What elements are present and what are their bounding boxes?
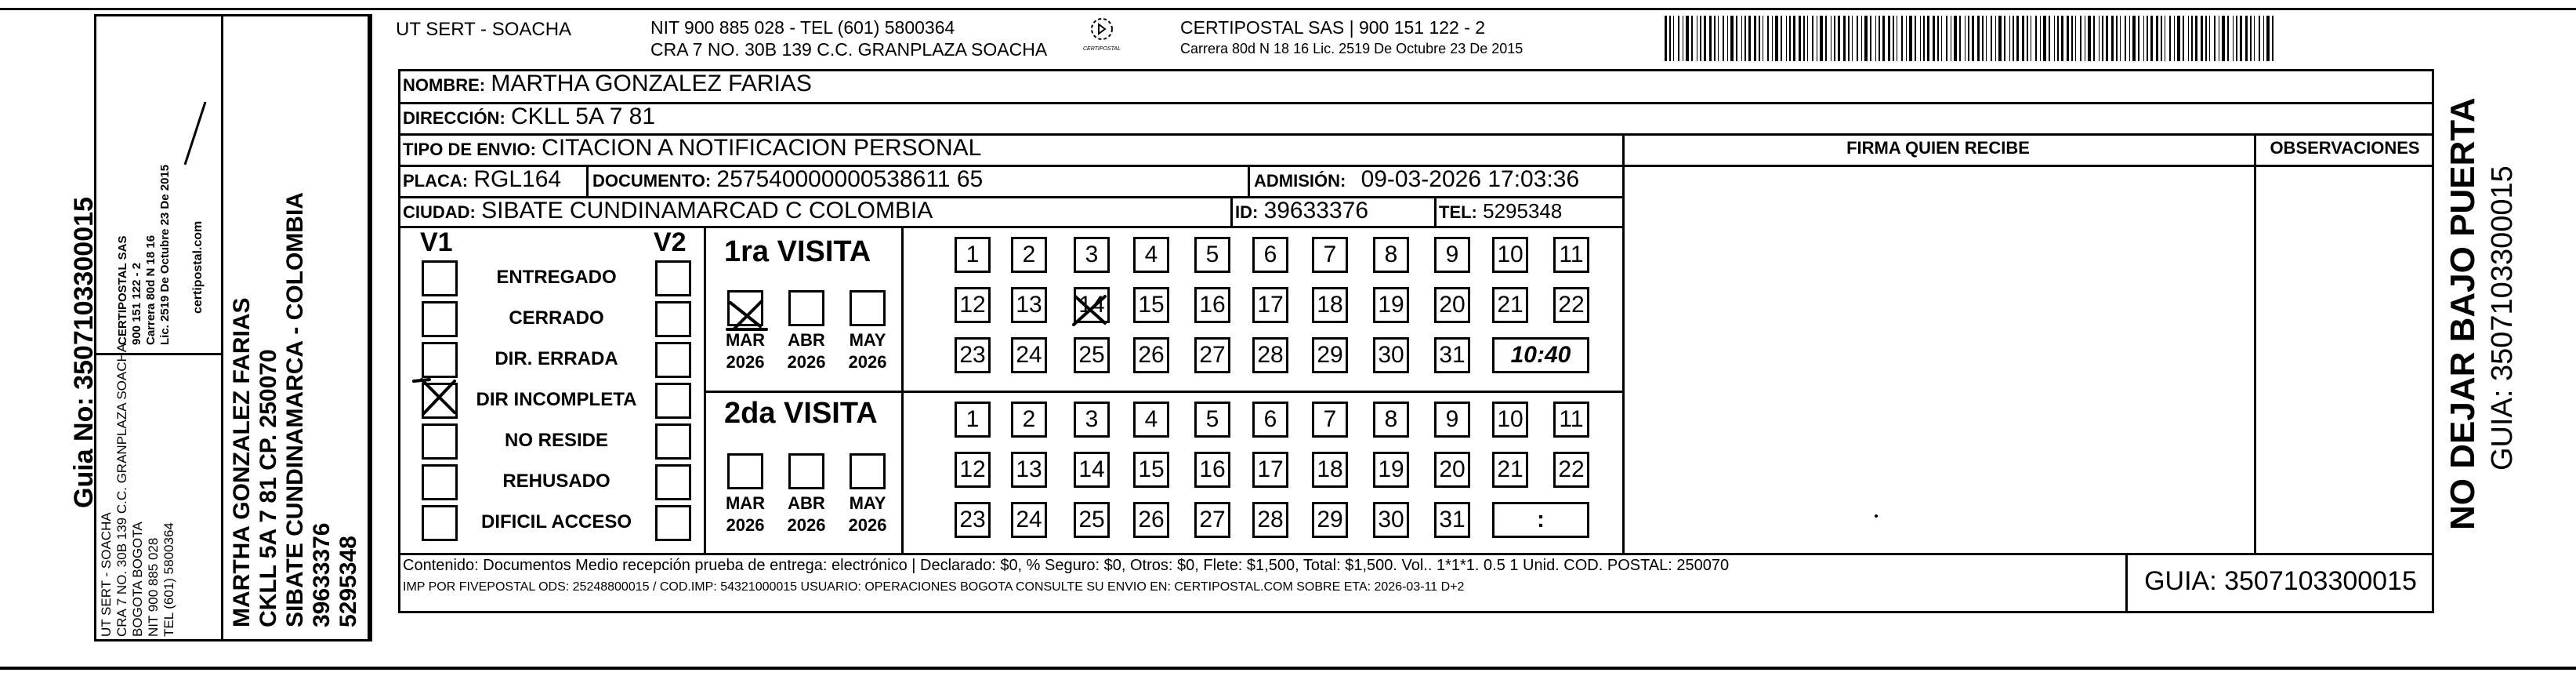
stub-sender-line: TEL (601) 5800364	[161, 522, 176, 637]
day-box: 16	[1194, 452, 1230, 488]
day-box: 8	[1373, 237, 1409, 273]
nombre-label: NOMBRE:	[403, 75, 486, 95]
v1-check-mark	[414, 380, 455, 414]
day-box: 20	[1434, 287, 1470, 323]
day-box: 17	[1252, 452, 1288, 488]
header-sender: UT SERT - SOACHA	[396, 19, 572, 40]
day-box: 2	[1011, 402, 1047, 438]
footer-content: Contenido: Documentos Medio recepción prueba de entrega: electrónico | Declarado: $0, % Seguro: $0, Otros: $0, Flete: $1,500, Total: $1,500. Vol.. 1*1*1. 0.5 1 Unid. COD. POSTAL: 250070	[403, 557, 1730, 574]
day-box: 23	[955, 337, 991, 373]
direccion-value: CKLL 5A 7 81	[511, 104, 656, 129]
stub-courier-line: Lic. 2519 De Octubre 23 De 2015	[158, 164, 172, 345]
day-box: 22	[1553, 452, 1589, 488]
day-box: 10	[1492, 402, 1528, 438]
stub-courier-line: Carrera 80d N 18 16	[144, 234, 158, 345]
stub-sender-line: CRA 7 NO. 30B 139 C.C. GRANPLAZA SOACHA	[114, 343, 129, 637]
day-box: 11	[1553, 237, 1589, 273]
second-visit-title: 2da VISITA	[724, 397, 878, 430]
day-box: 10	[1492, 237, 1528, 273]
month-name: ABR	[788, 330, 825, 350]
day-box: 26	[1133, 337, 1169, 373]
day-box: 9	[1434, 402, 1470, 438]
reason-label: DIR INCOMPLETA	[476, 389, 637, 410]
month-name: MAY	[849, 330, 886, 350]
day-box: 25	[1074, 337, 1110, 373]
footer-guia: GUIA: 3507103300015	[2144, 566, 2417, 596]
stub-courier-web: certipostal.com	[191, 220, 205, 314]
day-box: 9	[1434, 237, 1470, 273]
header-nit-line: NIT 900 885 028 - TEL (601) 5800364	[650, 17, 955, 38]
direccion-label: DIRECCIÓN:	[403, 108, 505, 128]
day-box: 16	[1194, 287, 1230, 323]
month-year: 2026	[726, 352, 765, 372]
documento-value: 257540000000538611 65	[716, 166, 984, 192]
placa-label: PLACA:	[403, 171, 469, 191]
day-box: 20	[1434, 452, 1470, 488]
day-box: 5	[1194, 237, 1230, 273]
day-box: 7	[1312, 402, 1348, 438]
day-box: 6	[1252, 237, 1288, 273]
day-box: 13	[1011, 287, 1047, 323]
reason-label: DIR. ERRADA	[495, 348, 618, 369]
tipo-label: TIPO DE ENVIO:	[403, 140, 536, 159]
v1-header: V1	[420, 227, 453, 257]
day-box: 15	[1133, 452, 1169, 488]
documento-label: DOCUMENTO:	[592, 171, 712, 191]
stub-recipient-line: CKLL 5A 7 81 CP. 250070	[255, 349, 281, 627]
month-check-mark	[727, 301, 766, 329]
day-box: 12	[955, 452, 991, 488]
day-box: 15	[1133, 287, 1169, 323]
month-name: ABR	[788, 493, 825, 513]
month-name: MAY	[849, 493, 886, 513]
day-box: 30	[1373, 337, 1409, 373]
month-year: 2026	[848, 352, 887, 372]
day-box: 18	[1312, 452, 1348, 488]
footer-imp: IMP POR FIVEPOSTAL ODS: 25248800015 / COD.IMP: 54321000015 USUARIO: OPERACIONES BOGOTA CONSULTE SU ENVIO EN: CERTIPOSTAL.COM SOBRE ETA: 2026-03-11 D+2	[403, 580, 1465, 594]
tel-value: 5295348	[1483, 199, 1563, 223]
stub-recipient-line: MARTHA GONZALEZ FARIAS	[229, 297, 255, 627]
stub-sender-line: NIT 900 885 028	[146, 537, 161, 637]
day-box: 29	[1312, 502, 1348, 538]
stub-sender-line: UT SERT - SOACHA	[99, 512, 114, 637]
day-box: 12	[955, 287, 991, 323]
day-box: 14	[1074, 452, 1110, 488]
stub-recipient-line: SIBATE CUNDINAMARCA - COLOMBIA	[282, 192, 308, 627]
stub-pen-mark	[185, 102, 205, 165]
placa-value: RGL164	[473, 166, 562, 192]
month-year: 2026	[787, 352, 826, 372]
day-box: 2	[1011, 237, 1047, 273]
day-box: 23	[955, 502, 991, 538]
stub-courier-line: CERTIPOSTAL SAS	[116, 235, 129, 345]
day-box: 3	[1074, 402, 1110, 438]
stub-recipient-line: 39633376	[309, 522, 335, 627]
day-box: 7	[1312, 237, 1348, 273]
firma-header: FIRMA QUIEN RECIBE	[1846, 138, 2030, 158]
reason-label: ENTREGADO	[496, 267, 617, 288]
day-box: 14	[1074, 287, 1110, 323]
ciudad-label: CIUDAD:	[403, 202, 476, 222]
ciudad-value: SIBATE CUNDINAMARCAD C COLOMBIA	[481, 198, 933, 224]
day-box: 25	[1074, 502, 1110, 538]
day-box: 22	[1553, 287, 1589, 323]
day-box: 21	[1492, 452, 1528, 488]
day-box: 6	[1252, 402, 1288, 438]
side-guia: GUIA: 3507103300015	[2486, 165, 2519, 471]
admision-value: 09-03-2026 17:03:36	[1360, 166, 1580, 192]
day-box: 11	[1553, 402, 1589, 438]
id-label: ID:	[1235, 202, 1259, 222]
time-box: 10:40	[1492, 337, 1589, 373]
reason-label: CERRADO	[509, 307, 604, 329]
day-box: 18	[1312, 287, 1348, 323]
day-box: 24	[1011, 502, 1047, 538]
day-box: 19	[1373, 452, 1409, 488]
day-box: 28	[1252, 502, 1288, 538]
day-box: 31	[1434, 502, 1470, 538]
month-year: 2026	[787, 515, 826, 535]
tipo-value: CITACION A NOTIFICACION PERSONAL	[542, 135, 982, 161]
day-box: 17	[1252, 287, 1288, 323]
time-box: :	[1492, 502, 1589, 538]
day-box: 3	[1074, 237, 1110, 273]
courier-logo-text: CERTIPOSTAL	[1083, 46, 1121, 52]
day-strike-mark	[1074, 296, 1105, 325]
day-box: 1	[955, 237, 991, 273]
month-year: 2026	[848, 515, 887, 535]
stub-courier-line: 900 151 122 - 2	[130, 262, 143, 345]
day-box: 28	[1252, 337, 1288, 373]
reason-label: DIFICIL ACCESO	[480, 511, 632, 532]
header-courier-name: CERTIPOSTAL SAS | 900 151 122 - 2	[1180, 17, 1486, 38]
day-box: 4	[1133, 402, 1169, 438]
header-address-line: CRA 7 NO. 30B 139 C.C. GRANPLAZA SOACHA	[650, 39, 1048, 60]
stub-recipient-line: 5295348	[335, 536, 361, 627]
day-box: 30	[1373, 502, 1409, 538]
stub-sender-line: BOGOTA BOGOTA	[130, 522, 145, 637]
day-box: 27	[1194, 502, 1230, 538]
reason-label: NO RESIDE	[504, 430, 609, 451]
day-box: 24	[1011, 337, 1047, 373]
side-warning: NO DEJAR BAJO PUERTA	[2444, 97, 2482, 530]
stub-guia-label: Guia No: 3507103300015	[69, 197, 99, 508]
nombre-value: MARTHA GONZALEZ FARIAS	[491, 71, 812, 96]
day-box: 31	[1434, 337, 1470, 373]
v2-header: V2	[654, 227, 687, 257]
reason-label: REHUSADO	[502, 471, 610, 492]
day-box: 27	[1194, 337, 1230, 373]
observaciones-header: OBSERVACIONES	[2270, 138, 2420, 158]
day-box: 4	[1133, 237, 1169, 273]
month-name: MAR	[725, 493, 766, 513]
tel-label: TEL:	[1439, 202, 1477, 222]
day-box: 29	[1312, 337, 1348, 373]
day-box: 1	[955, 402, 991, 438]
first-visit-title: 1ra VISITA	[724, 235, 871, 268]
day-box: 26	[1133, 502, 1169, 538]
day-box: 5	[1194, 402, 1230, 438]
admision-label: ADMISIÓN:	[1254, 171, 1346, 191]
day-box: 19	[1373, 287, 1409, 323]
day-box: 8	[1373, 402, 1409, 438]
day-box: 21	[1492, 287, 1528, 323]
header-courier-address: Carrera 80d N 18 16 Lic. 2519 De Octubre 23 De 2015	[1180, 41, 1523, 56]
month-name: MAR	[725, 330, 766, 350]
id-value: 39633376	[1263, 198, 1369, 224]
day-box: 13	[1011, 452, 1047, 488]
month-year: 2026	[726, 515, 765, 535]
